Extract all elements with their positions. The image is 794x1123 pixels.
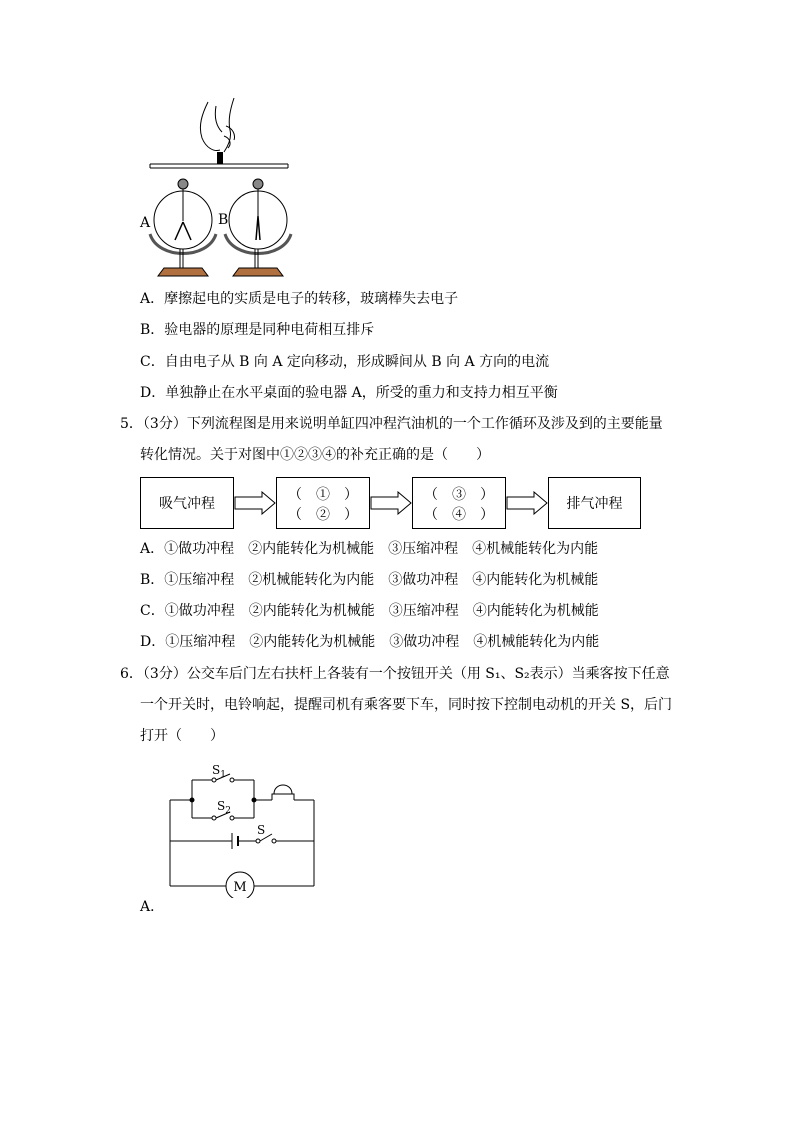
q6-option-a[interactable]: A． — [140, 899, 165, 915]
label-electroscope-b: B — [218, 212, 229, 228]
electroscope-figure — [130, 96, 300, 286]
electroscope-b — [225, 179, 291, 276]
q6-stem: 6．（3分）公交车后门左右扶杆上各装有一个按钮开关（用 S₁、S₂表示）当乘客按下任意 — [120, 666, 670, 682]
label-electroscope-a: A — [140, 215, 151, 231]
q5-option-c[interactable]: C．①做功冲程 ②内能转化为机械能 ③压缩冲程 ④内能转化为机械能 — [140, 603, 599, 619]
bell-icon — [272, 785, 294, 800]
q5-option-a[interactable]: A．①做功冲程 ②内能转化为机械能 ③压缩冲程 ④机械能转化为内能 — [140, 541, 599, 557]
flow-arrow-3 — [506, 491, 548, 515]
flow-intake-label: 吸气冲程 — [159, 496, 215, 512]
rod-grip — [217, 152, 223, 164]
q4-option-c[interactable]: C．自由电子从 B 向 A 定向移动，形成瞬间从 B 向 A 方向的电流 — [140, 354, 550, 370]
flow-exhaust-box — [548, 477, 641, 529]
flow-arrow-1 — [234, 491, 276, 515]
q5-stem: 5．（3分）下列流程图是用来说明单缸四冲程汽油机的一个工作循环及涉及到的主要能量 — [120, 416, 663, 432]
q5-stem-cont: 转化情况。关于对图中①②③④的补充正确的是（ ） — [140, 447, 490, 463]
flow-blank-3: （ ③ ） — [424, 487, 494, 503]
circuit-diagram-a — [160, 758, 330, 898]
label-s1: $S_1$ — [212, 763, 226, 780]
q4-option-b[interactable]: B．验电器的原理是同种电荷相互排斥 — [140, 322, 375, 338]
flow-intake-box — [140, 477, 234, 529]
q6-stem-cont-1: 一个开关时，电铃响起，提醒司机有乘客要下车，同时按下控制电动机的开关 S，后门 — [140, 697, 673, 713]
hand-icon — [200, 98, 234, 152]
label-s2: $S_2$ — [217, 799, 231, 816]
flow-blank-4: （ ④ ） — [424, 507, 494, 523]
switch-s-icon — [256, 839, 276, 843]
flow-box-2 — [276, 477, 370, 529]
flow-blank-2: （ ② ） — [288, 507, 358, 523]
q6-stem-cont-2: 打开（ ） — [140, 728, 224, 744]
glass-rod — [150, 164, 288, 168]
flow-arrow-2 — [370, 491, 412, 515]
flow-exhaust-label: 排气冲程 — [566, 496, 623, 512]
label-s: S — [257, 823, 266, 837]
q4-option-d[interactable]: D．单独静止在水平桌面的验电器 A，所受的重力和支持力相互平衡 — [140, 385, 558, 401]
q5-option-d[interactable]: D．①压缩冲程 ②内能转化为机械能 ③做功冲程 ④机械能转化为内能 — [140, 634, 600, 650]
flow-box-3 — [412, 477, 506, 529]
q5-option-b[interactable]: B．①压缩冲程 ②机械能转化为内能 ③做功冲程 ④内能转化为机械能 — [140, 572, 599, 588]
q4-option-a[interactable]: A．摩擦起电的实质是电子的转移，玻璃棒失去电子 — [140, 291, 459, 307]
electroscope-a — [150, 179, 216, 276]
flow-blank-1: （ ① ） — [288, 487, 358, 503]
label-motor: M — [233, 880, 247, 895]
